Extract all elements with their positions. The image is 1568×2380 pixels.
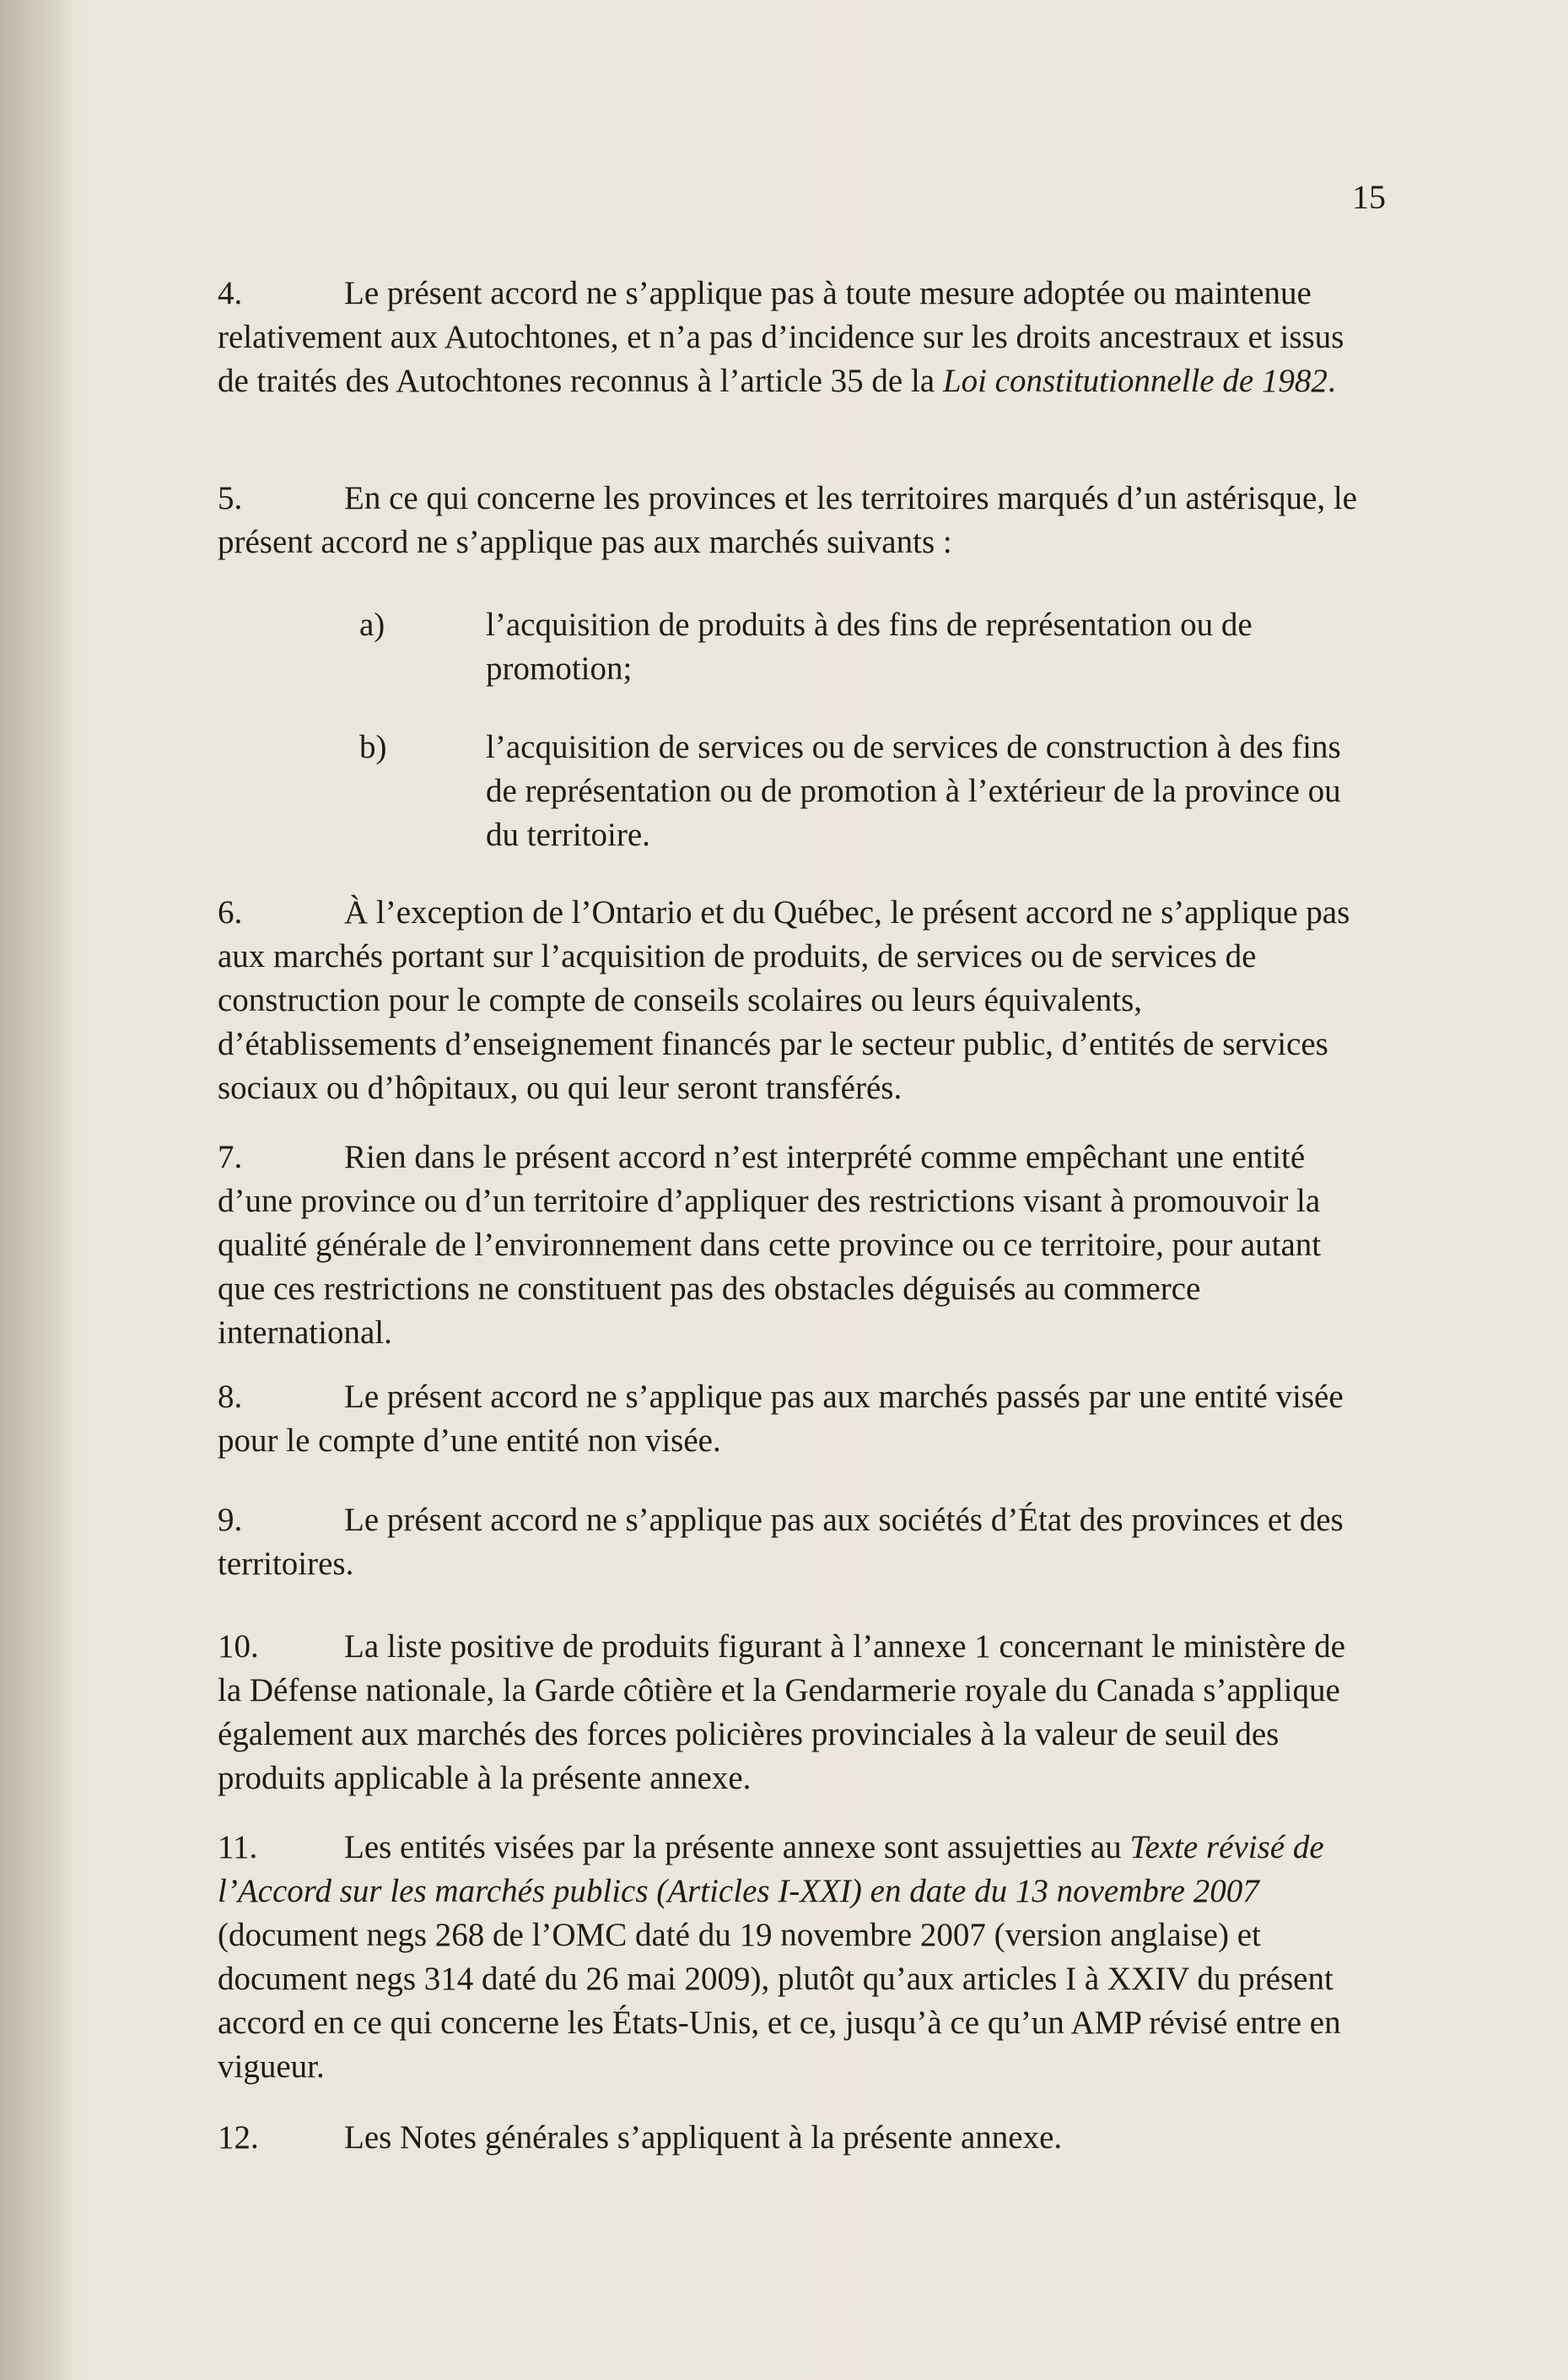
paragraph-number: 12. bbox=[218, 2119, 259, 2156]
paragraph-text: Les entités visées par la présente annexe sont assujetties au bbox=[344, 1829, 1130, 1865]
sub-item-a bbox=[359, 603, 1380, 691]
paragraph-4: 4. Le présent accord ne s’applique pas à toute mesure adoptée ou maintenue relativement aux Autochtones, et n’a pas d’incidence sur les droits ancestraux et issus de traités des Autochtones reconnus à l’article 35 de la Loi constitutionnelle de 1982. bbox=[218, 272, 1365, 403]
sub-item-text: l’acquisition de services ou de services de construction à des fins de représentation ou de promotion à l’extérieur de la province ou du territoire. bbox=[486, 729, 1341, 853]
page-number: 15 bbox=[1352, 178, 1386, 216]
paragraph-5 bbox=[218, 477, 1365, 564]
paragraph-text: À l’exception de l’Ontario et du Québec, le présent accord ne s’applique pas aux marchés portant sur l’acquisition de produits, de services ou de services de construction pour le compte de conseils scolaires ou leurs équivalents, d’établissements d’enseignement financés par le secteur public, d’entités de services sociaux ou d’hôpitaux, ou qui leur seront transférés. bbox=[218, 894, 1350, 1106]
paragraph-text: Rien dans le présent accord n’est interprété comme empêchant une entité d’une province ou d’un territoire d’appliquer des restrictions visant à promouvoir la qualité générale de l’environnement dans cette province ou ce territoire, pour autant que ces restrictions ne constituent pas des obstacles déguisés au commerce international. bbox=[218, 1139, 1322, 1351]
paragraph-number: 5. bbox=[218, 480, 243, 516]
paragraph-number: 8. bbox=[218, 1379, 243, 1415]
law-title: Loi constitutionnelle de 1982 bbox=[942, 363, 1328, 399]
sub-item-b bbox=[359, 726, 1380, 857]
paragraph-8 bbox=[218, 1375, 1365, 1463]
sub-item-letter: b) bbox=[359, 729, 387, 765]
paragraph-text: Le présent accord ne s’applique pas aux marchés passés par une entité visée pour le compte d’une entité non visée. bbox=[218, 1379, 1344, 1459]
paragraph-number: 6. bbox=[218, 894, 243, 931]
paragraph-number: 4. bbox=[218, 275, 243, 311]
paragraph-text: La liste positive de produits figurant à l’annexe 1 concernant le ministère de la Défense nationale, la Garde côtière et la Gendarmerie royale du Canada s’applique également aux marchés des forces policières provinciales à la valeur de seuil des produits applicable à la présente annexe. bbox=[218, 1628, 1345, 1796]
paragraph-10 bbox=[218, 1625, 1365, 1800]
paragraph-6 bbox=[218, 891, 1365, 1110]
paragraph-12 bbox=[218, 2116, 1365, 2160]
paragraph-11: 11. Les entités visées par la présente annexe sont assujetties au Texte révisé de l’Accord sur les marchés publics (Articles I-XXI) en date du 13 novembre 2007 (document negs 268 de l’OMC daté du 19 novembre 2007 (version anglaise) et document negs 314 daté du 26 mai 2009), plutôt qu’aux articles I à XXIV du présent accord en ce qui concerne les États-Unis, et ce, jusqu’à ce qu’un AMP révisé entre en vigueur. bbox=[218, 1826, 1365, 2089]
paragraph-text: En ce qui concerne les provinces et les territoires marqués d’un astérisque, le présent accord ne s’applique pas aux marchés suivants : bbox=[218, 480, 1357, 560]
paragraph-number: 7. bbox=[218, 1139, 243, 1175]
paragraph-number: 11. bbox=[218, 1829, 258, 1865]
paragraph-number: 9. bbox=[218, 1502, 243, 1538]
referenced-document-title: Texte révisé de l’Accord sur les marchés publics (Articles I-XXI) en date du 13 novembre 2007 bbox=[218, 1829, 1324, 1909]
paragraph-9 bbox=[218, 1498, 1365, 1586]
sub-item-letter: a) bbox=[359, 607, 385, 643]
paragraph-text: Le présent accord ne s’applique pas aux sociétés d’État des provinces et des territoires. bbox=[218, 1502, 1344, 1582]
paragraph-7 bbox=[218, 1136, 1365, 1355]
paragraph-number: 10. bbox=[218, 1628, 259, 1665]
sub-item-text: l’acquisition de produits à des fins de représentation ou de promotion; bbox=[486, 607, 1253, 687]
paragraph-text: Les Notes générales s’appliquent à la présente annexe. bbox=[344, 2119, 1063, 2156]
binding-gutter bbox=[0, 0, 76, 2380]
paragraph-text: Le présent accord ne s’applique pas à toute mesure adoptée ou maintenue relativement aux Autochtones, et n’a pas d’incidence sur les droits ancestraux et issus de traités des Autochtones reconnus à l’article 35 de la bbox=[218, 275, 1344, 399]
